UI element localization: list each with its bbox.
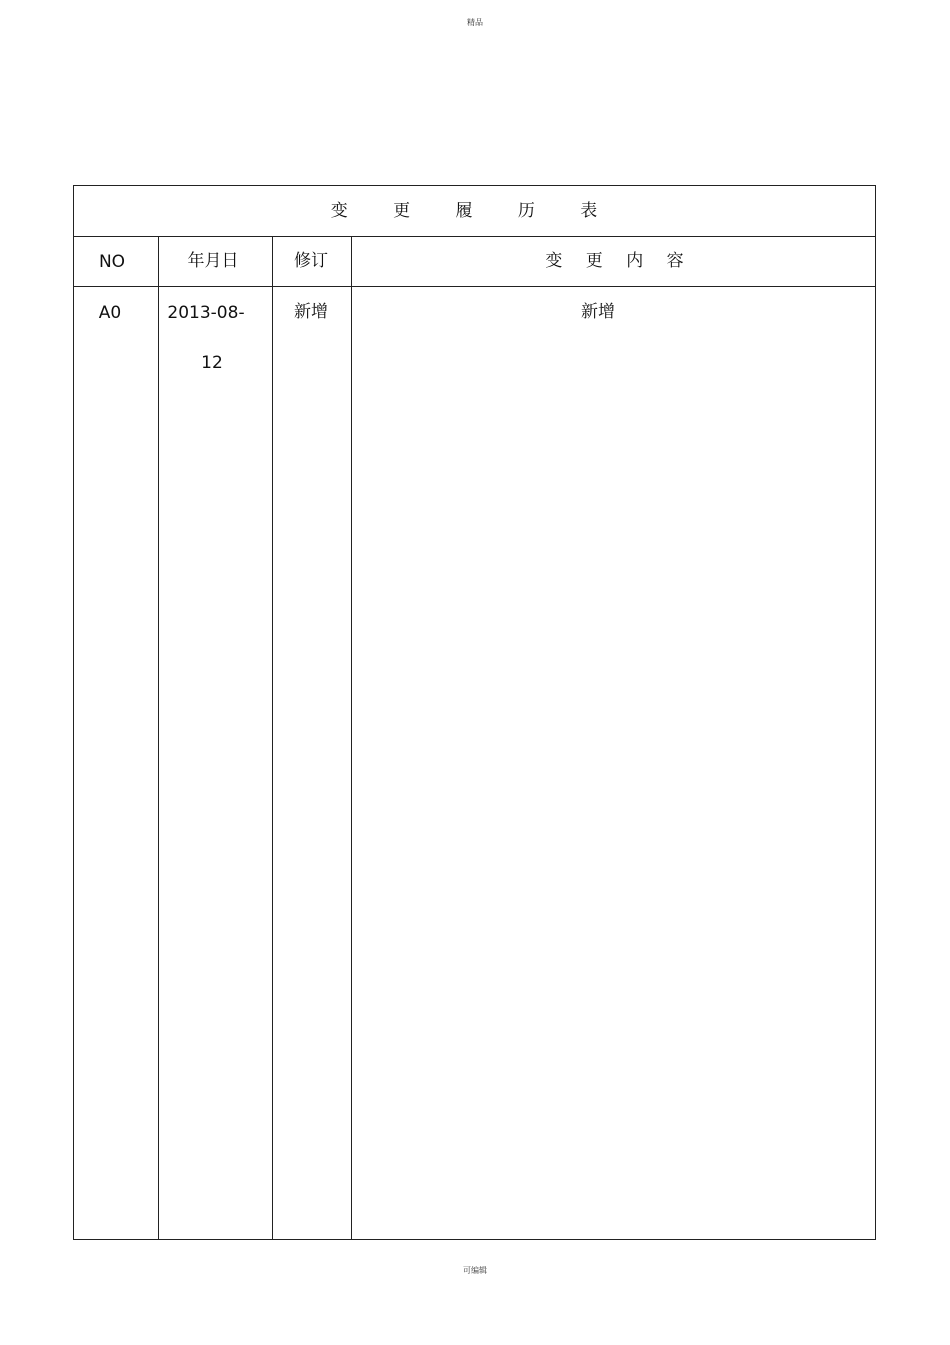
column-divider-revision — [351, 236, 352, 1240]
row-revision: 新增 — [294, 302, 328, 322]
table-title: 变 更 履 历 表 — [330, 201, 618, 221]
row-date-continued: 12 — [201, 353, 223, 373]
header-divider — [73, 286, 876, 287]
column-header-date: 年月日 — [187, 251, 239, 271]
row-date: 2013-08- — [167, 303, 245, 323]
column-header-content: 变 更 内 容 — [545, 251, 693, 271]
row-no: A0 — [98, 303, 122, 323]
column-header-no: NO — [98, 252, 126, 272]
row-content: 新增 — [581, 302, 615, 322]
column-header-revision: 修订 — [294, 251, 328, 271]
page-footer-mark: 可编辑 — [463, 1266, 487, 1275]
title-divider — [73, 236, 876, 237]
column-divider-date — [272, 236, 273, 1240]
page-header-mark: 精品 — [467, 18, 483, 27]
change-history-table — [73, 185, 876, 1240]
column-divider-no — [158, 236, 159, 1240]
